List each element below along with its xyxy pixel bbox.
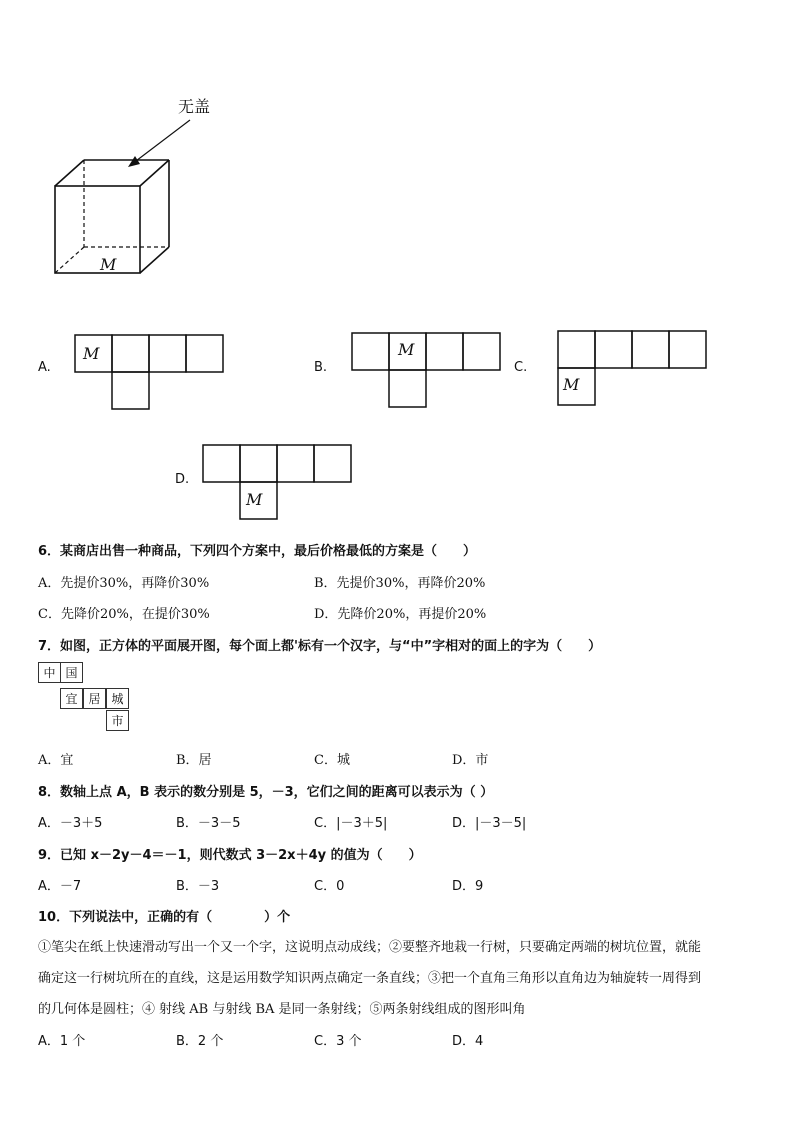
q8-option-c: C．|－3＋5| <box>314 816 388 831</box>
q8-option-a: A．－3＋5 <box>38 816 103 831</box>
net-face-label: M <box>83 344 100 363</box>
q8-option-d: D．|－3－5| <box>452 816 527 831</box>
q6-option-a: A．先提价30%，再降价30% <box>38 576 210 591</box>
open-cube-figure <box>40 88 230 288</box>
net-cell-yi: 宜 <box>60 688 83 709</box>
q6-option-c: C．先降价20%，在提价30% <box>38 607 210 622</box>
net-squares <box>557 330 709 410</box>
q10-statement-line-1: ①笔尖在纸上快速滑动写出一个又一个字，这说明点动成线；②要整齐地栽一行树，只要确定两端的树坑位置，就能 <box>38 940 702 955</box>
q9-option-b: B．－3 <box>176 879 220 894</box>
cube-face-label: M <box>100 255 117 274</box>
q7-option-a: A．宜 <box>38 753 74 768</box>
q8-stem: 8．数轴上点 A，B 表示的数分别是 5，－3，它们之间的距离可以表示为（ ） <box>38 785 494 800</box>
net-face-label: M <box>563 375 580 394</box>
option-letter: C. <box>514 360 528 375</box>
net-option-b <box>314 332 514 412</box>
q10-option-a: A．1 个 <box>38 1034 86 1049</box>
q10-option-d: D．4 <box>452 1034 484 1049</box>
q10-stem: 10．下列说法中，正确的有（ ）个 <box>38 910 291 925</box>
q6-option-d: D．先降价20%，再提价20% <box>314 607 487 622</box>
q10-option-b: B．2 个 <box>176 1034 224 1049</box>
option-letter: D. <box>175 472 190 487</box>
option-letter: A. <box>38 360 51 375</box>
q9-option-a: A．－7 <box>38 879 82 894</box>
net-cell-zhong: 中 <box>38 662 61 683</box>
cube-drawing <box>40 88 230 288</box>
q6-option-b: B．先提价30%，再降价20% <box>314 576 486 591</box>
q10-statement-line-2: 确定这一行树坑所在的直线，这是运用数学知识两点确定一条直线；③把一个直角三角形以直角边为轴旋转一周得到 <box>38 971 702 986</box>
q6-stem: 6．某商店出售一种商品，下列四个方案中，最后价格最低的方案是（ ） <box>38 544 477 559</box>
q7-option-d: D．市 <box>452 753 489 768</box>
q8-option-b: B．－3－5 <box>176 816 241 831</box>
net-cell-cheng: 城 <box>106 688 129 709</box>
option-letter: B. <box>314 360 328 375</box>
net-cell-ju: 居 <box>83 688 106 709</box>
q10-option-c: C．3 个 <box>314 1034 362 1049</box>
net-face-label: M <box>246 490 263 509</box>
q9-option-c: C．0 <box>314 879 345 894</box>
q9-option-d: D．9 <box>452 879 484 894</box>
net-face-label: M <box>398 340 415 359</box>
q7-option-c: C．城 <box>314 753 350 768</box>
net-option-d <box>175 444 375 524</box>
q10-statement-line-3: 的几何体是圆柱；④ 射线 AB 与射线 BA 是同一条射线；⑤两条射线组成的图形叫角 <box>38 1002 526 1017</box>
q7-stem: 7．如图，正方体的平面展开图，每个面上都'标有一个汉字，与“中”字相对的面上的字为（ ） <box>38 639 602 654</box>
q7-option-b: B．居 <box>176 753 212 768</box>
no-lid-label: 无盖 <box>178 97 211 116</box>
net-option-a <box>38 334 238 414</box>
q7-net-figure <box>38 662 134 736</box>
net-squares <box>351 332 503 412</box>
net-squares <box>202 444 354 524</box>
net-cell-shi: 市 <box>106 710 129 731</box>
q9-stem: 9．已知 x－2y－4＝－1，则代数式 3－2x＋4y 的值为（ ） <box>38 848 422 863</box>
net-cell-guo: 国 <box>60 662 83 683</box>
net-option-c <box>514 330 714 410</box>
